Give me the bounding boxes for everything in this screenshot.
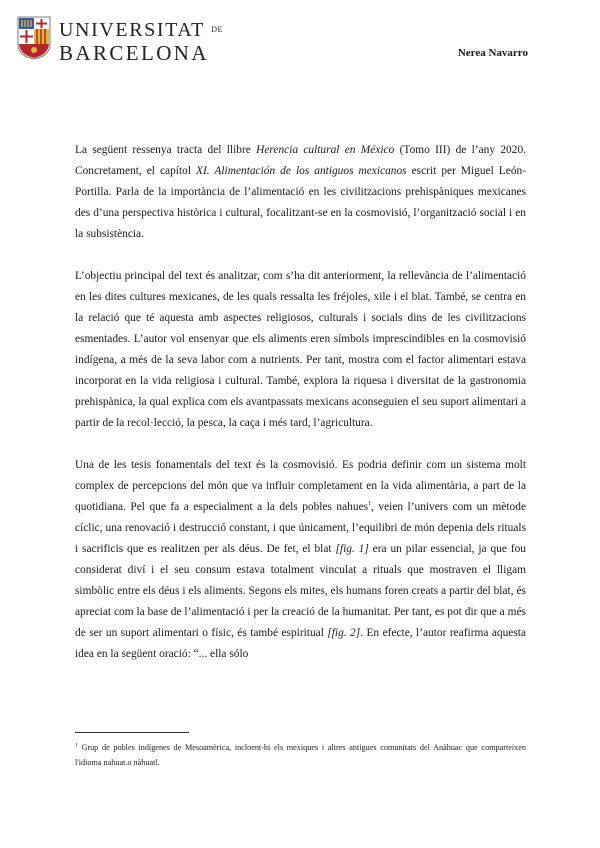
- footnote-text: Grup de pobles indígenes de Mesoamèrica, incloent-hi els mexiques i altres antigues comunitats del Anàhuac que comparteixen l'idioma nahuat.o nàhuatl.: [75, 743, 526, 767]
- paragraph-1-text-c: escrit per Miguel León-Portilla. Parla de la importància de l’alimentació en les civilitzacions prehispàniques mexicanes des d’una perspectiva històrica i cultural, focalitzant-se en la cosmovisió, l’organització social i en la subsistència.: [75, 165, 526, 240]
- paragraph-1-text-b: (Tomo III) de l’any 2020. Concretament, el capítol: [75, 144, 526, 177]
- university-name-de: DE: [211, 25, 223, 34]
- footnote-reference[interactable]: 1: [368, 501, 372, 508]
- university-name-line2: BARCELONA: [59, 41, 209, 65]
- paragraph-1-text-a: La següent ressenya tracta del llibre: [75, 144, 257, 156]
- page-header: [17, 12, 583, 68]
- author-name: Nerea Navarro: [457, 47, 528, 59]
- paragraph-2: [75, 266, 526, 434]
- university-name-line1: UNIVERSITAT: [59, 19, 205, 41]
- footnote-divider: [75, 732, 189, 733]
- paragraph-3-text-b: , veien l’univers com un mètode cíclic, una renovació i destrucció constant, i que únicament, l’equilibri de món depenia dels rituals i sacrificis que es realitzen per als déus. De fet, el blat: [75, 501, 527, 555]
- paragraph-3-text-d: . En efecte, l’autor reafirma aquesta idea en la següent oració: “... ella sólo: [75, 627, 526, 660]
- book-title: Herencia cultural en México: [256, 144, 395, 156]
- university-shield-icon: [17, 16, 51, 60]
- university-logotype: [59, 20, 223, 64]
- paragraph-3: [75, 455, 526, 665]
- paragraph-3-text-c: era un pilar essencial, ja que fou considerat diví i el seu consum estava totalment vinculat a rituals que mostraven el lligam simbòlic entre els déus i els aliments. Segons els mites, els humans foren creats a partir del blat, és apreciat com la base de l’alimentació i per la creació de la humanitat. Per tant, es pot dir que a més de ser un suport alimentari o físic, és també espiritual: [75, 543, 527, 639]
- footnote: [75, 740, 526, 770]
- paragraph-3-text-a: Una de les tesis fonamentals del text és la cosmovisió. Es podria definir com un sistema molt complex de percepcions del món que va influir completament en la vida alimentària, a part de la quotidiana. Pel que fa a especialment a la dels pobles nahues: [75, 459, 526, 513]
- footnote-number: 1: [75, 742, 78, 749]
- chapter-title: XI. Alimentación de los antiguos mexicanos: [196, 165, 407, 177]
- figure-2-reference: [fig. 2]: [327, 627, 361, 639]
- paragraph-1: [75, 140, 526, 245]
- figure-1-reference: [fig. 1]: [335, 543, 369, 555]
- document-body: [75, 140, 526, 686]
- paragraph-2-text: L’objectiu principal del text és analitzar, com s’ha dit anteriorment, la rellevància de l’alimentació en les dites cultures mexicanes, de les quals ressalta les fréjoles, xile i el blat. També, se centra en la relació que té aquesta amb aspectes religiosos, culturals i socials dins de les civilitzacions esmentades. L’autor vol ensenyar que els aliments eren símbols imprescindibles en la cosmovisió indígena, a més de la seva labor com a nutrients. Per tant, mostra com el factor alimentari estava incorporat en la vida religiosa i cultural. També, explora la riquesa i diversitat de la gastronomia prehispànica, la qual explica com els avantpassats mexicans aconseguien el seu suport alimentari a partir de la recol·lecció, la pesca, la caça i més tard, l’agricultura.: [75, 270, 526, 429]
